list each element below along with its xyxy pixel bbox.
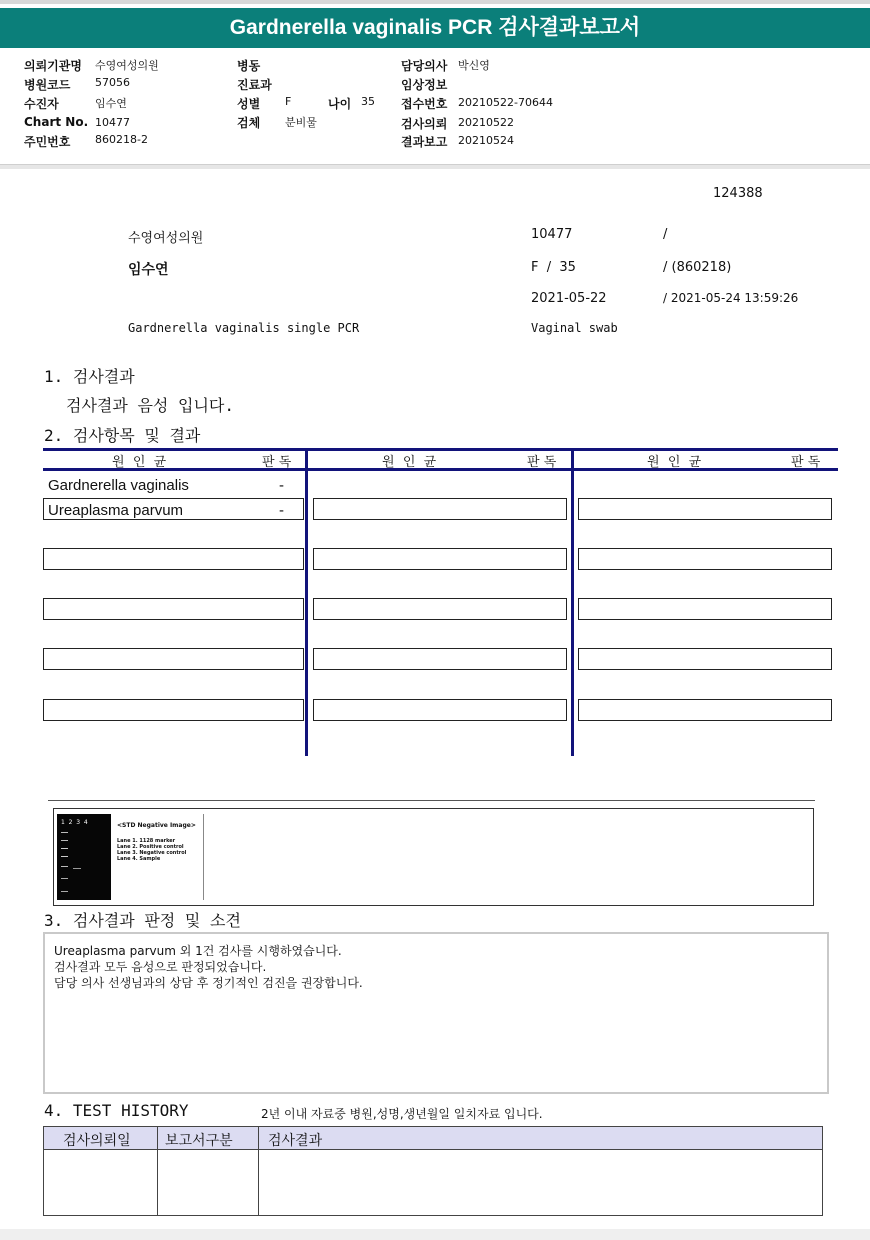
result-cell xyxy=(578,598,832,620)
header-value: 임수연 xyxy=(95,97,127,110)
history-col-result: 검사결과 xyxy=(268,1133,323,1149)
header-value: 860218-2 xyxy=(95,133,148,146)
header-label: 임상정보 xyxy=(401,78,448,92)
header-value: 10477 xyxy=(95,116,130,129)
result-cell xyxy=(313,648,567,670)
report-datetime: / 2021-05-24 13:59:26 xyxy=(663,291,799,305)
header-value: F xyxy=(285,95,292,108)
sex-age: F / 35 xyxy=(531,260,576,275)
section3-heading: 3. 검사결과 판정 및 소견 xyxy=(44,911,241,930)
gel-band xyxy=(61,878,68,879)
header-value: 20210524 xyxy=(458,134,514,147)
report-title: Gardnerella vaginalis PCR 검사결과보고서 xyxy=(0,8,870,48)
header-label: 주민번호 xyxy=(24,135,71,149)
gel-caption-line: Lane 4. Sample xyxy=(117,856,161,862)
section1-heading: 1. 검사결과 xyxy=(44,367,135,386)
header-value: 20210522-70644 xyxy=(458,96,553,109)
result-cell xyxy=(578,498,832,520)
image-top-rule xyxy=(48,800,815,801)
gel-caption-title: <STD Negative Image> xyxy=(117,822,196,829)
history-col-report-type: 보고서구분 xyxy=(165,1133,233,1149)
clinic-name: 수영여성의원 xyxy=(128,231,204,246)
patient-name: 임수연 xyxy=(128,262,169,278)
column-divider xyxy=(571,448,574,756)
section4-heading: 4. TEST HISTORY xyxy=(44,1101,189,1120)
history-col-divider xyxy=(258,1150,259,1215)
specimen: Vaginal swab xyxy=(531,321,618,335)
col-result: 판 독 xyxy=(262,455,292,470)
header-value: 35 xyxy=(361,95,375,108)
gel-caption-line: Lane 1. 1128 marker xyxy=(117,838,176,844)
result-cell xyxy=(43,699,304,721)
history-col-divider xyxy=(157,1150,158,1215)
header-value: 분비물 xyxy=(285,116,317,129)
history-col-divider xyxy=(157,1127,158,1149)
birth-date: / (860218) xyxy=(663,260,732,275)
section2-heading: 2. 검사항목 및 결과 xyxy=(44,426,201,445)
result-cell xyxy=(43,548,304,570)
organism-result: - xyxy=(279,502,284,519)
header-label: 결과보고 xyxy=(401,135,448,149)
col-organism: 원 인 균 xyxy=(382,455,437,470)
result-cell xyxy=(313,548,567,570)
organism-name: Ureaplasma parvum xyxy=(48,502,184,519)
top-strip xyxy=(0,0,870,4)
history-col-request-date: 검사의뢰일 xyxy=(63,1133,131,1149)
result-cell xyxy=(43,648,304,670)
header-value: 박신영 xyxy=(458,59,490,72)
col-result: 판 독 xyxy=(791,455,821,470)
gel-band xyxy=(61,891,68,892)
result-cell xyxy=(313,598,567,620)
history-table-header xyxy=(43,1126,823,1150)
header-label: 수진자 xyxy=(24,97,59,111)
result-cell xyxy=(578,699,832,721)
gel-band xyxy=(61,856,68,857)
gel-electrophoresis-image xyxy=(57,814,111,900)
history-note: 2년 이내 자료중 병원,성명,생년월일 일치자료 입니다. xyxy=(261,1107,543,1121)
header-value: 57056 xyxy=(95,76,130,89)
bottom-strip xyxy=(0,1229,870,1240)
header-label: 성별 xyxy=(237,97,261,111)
result-cell xyxy=(578,548,832,570)
slash: / xyxy=(663,227,668,242)
header-label: 병원코드 xyxy=(24,78,71,92)
header-value: 20210522 xyxy=(458,116,514,129)
section1-result: 검사결과 음성 입니다. xyxy=(66,396,235,415)
gel-band xyxy=(61,848,68,849)
opinion-line: 담당 의사 선생님과의 상담 후 정기적인 검진을 권장합니다. xyxy=(54,976,363,990)
header-label: 나이 xyxy=(328,97,352,111)
column-divider xyxy=(305,448,308,756)
opinion-line: Ureaplasma parvum 외 1건 검사를 시행하였습니다. xyxy=(54,944,342,958)
test-name: Gardnerella vaginalis single PCR xyxy=(128,321,360,335)
col-organism: 원 인 균 xyxy=(647,455,702,470)
request-date: 2021-05-22 xyxy=(531,291,607,306)
gel-caption xyxy=(111,814,204,900)
col-result: 판 독 xyxy=(527,455,557,470)
header-label: 병동 xyxy=(237,59,261,73)
col-organism: 원 인 균 xyxy=(112,455,167,470)
gel-band xyxy=(61,840,68,841)
header-label: 의뢰기관명 xyxy=(24,59,82,73)
gel-caption-line: Lane 2. Positive control xyxy=(117,844,184,850)
result-cell xyxy=(578,648,832,670)
gel-lane-numbers: 1 2 3 4 xyxy=(61,819,88,826)
header-label: 담당의사 xyxy=(401,59,448,73)
organism-name: Gardnerella vaginalis xyxy=(48,477,189,494)
report-number: 124388 xyxy=(713,186,763,201)
header-label: 검사의뢰 xyxy=(401,117,448,131)
gel-band xyxy=(61,866,68,867)
header-label: Chart No. xyxy=(24,115,89,129)
header-separator xyxy=(0,164,870,169)
chart-number: 10477 xyxy=(531,227,573,242)
result-cell xyxy=(43,598,304,620)
header-label: 검체 xyxy=(237,116,261,130)
opinion-line: 검사결과 모두 음성으로 판정되었습니다. xyxy=(54,960,267,974)
organism-result: - xyxy=(279,477,284,494)
opinion-box xyxy=(43,932,829,1094)
gel-band xyxy=(73,868,81,869)
result-cell xyxy=(313,498,567,520)
result-cell xyxy=(313,699,567,721)
gel-caption-lines xyxy=(117,838,186,862)
header-label: 접수번호 xyxy=(401,97,448,111)
gel-caption-line: Lane 3. Negative control xyxy=(117,850,187,856)
header-label: 진료과 xyxy=(237,78,272,92)
gel-band xyxy=(61,832,68,833)
history-col-divider xyxy=(258,1127,259,1149)
history-table-body xyxy=(43,1150,823,1216)
header-value: 수영여성의원 xyxy=(95,59,159,72)
